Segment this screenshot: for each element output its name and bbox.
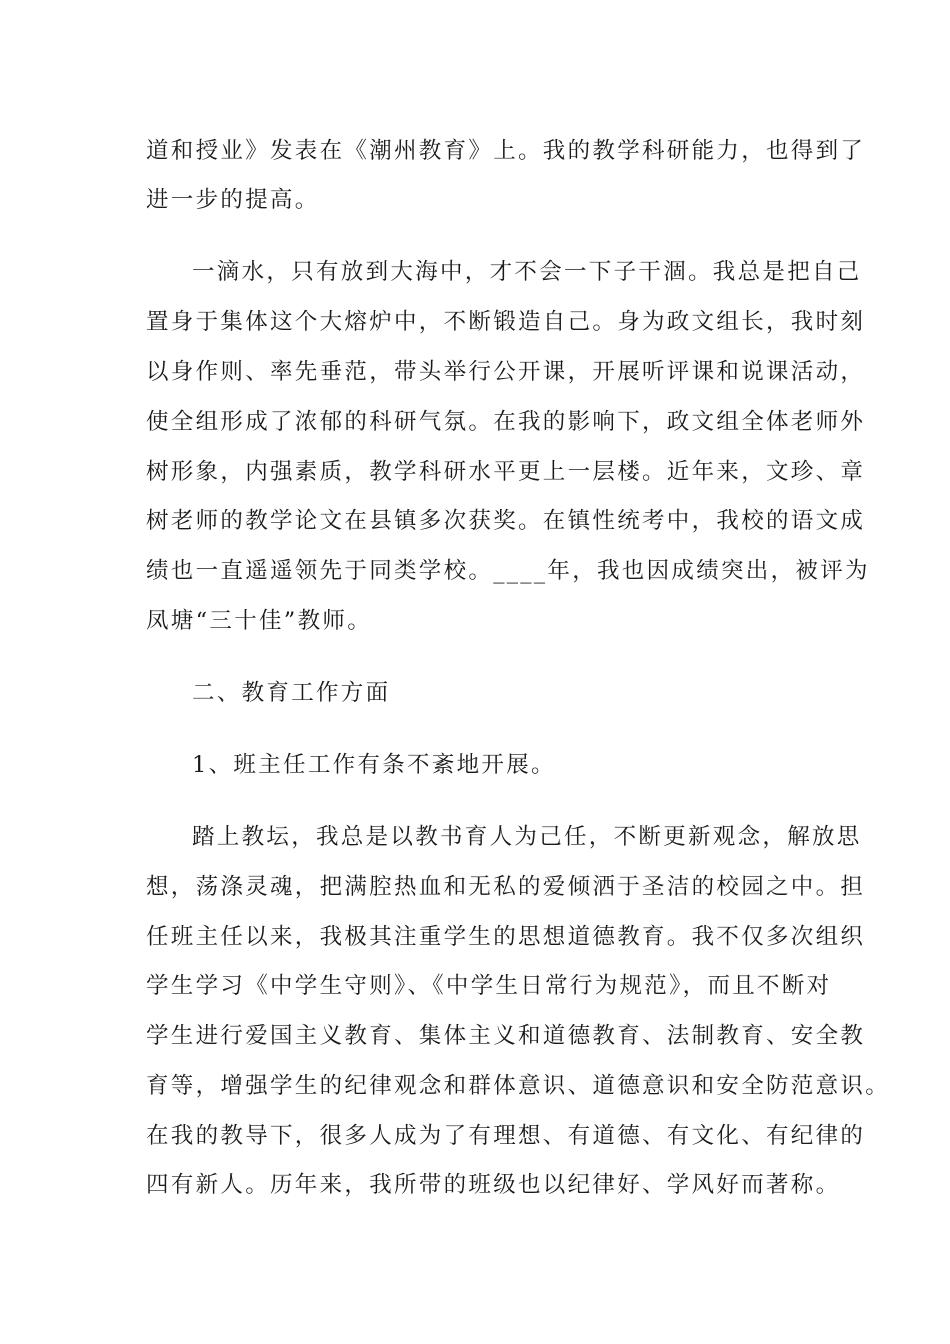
paragraph-first-line: 一滴水，只有放到大海中，才不会一下子干涸。我总是把自己: [192, 259, 862, 285]
text-line: 树形象，内强素质，教学科研水平更上一层楼。近年来，文珍、章: [146, 459, 866, 485]
text-line: 凤塘“三十佳”教师。: [146, 608, 373, 634]
text-line: 育等，增强学生的纪律观念和群体意识、道德意识和安全防范意识。: [146, 1073, 891, 1099]
text-line: 置身于集体这个大熔炉中，不断锻造自己。身为政文组长，我时刻: [146, 309, 866, 335]
text-line: 使全组形成了浓郁的科研气氛。在我的影响下，政文组全体老师外: [146, 409, 866, 435]
text-line: 以身作则、率先垂范，带头举行公开课，开展听评课和说课活动，: [146, 359, 866, 385]
text-line: 在我的教导下，很多人成为了有理想、有道德、有文化、有纪律的: [146, 1123, 866, 1149]
text-line: 任班主任以来，我极其注重学生的思想道德教育。我不仅多次组织: [146, 924, 866, 950]
text-line: 学生学习《中学生守则》、《中学生日常行为规范》，而且不断对: [146, 973, 832, 999]
text-line: 道和授业》发表在《潮州教育》上。我的教学科研能力，也得到了: [146, 138, 866, 164]
text-line: 学生进行爱国主义教育、集体主义和道德教育、法制教育、安全教: [146, 1023, 866, 1049]
paragraph-first-line: 踏上教坛，我总是以教书育人为己任，不断更新观念，解放思: [192, 824, 862, 850]
text-line: 四有新人。历年来，我所带的班级也以纪律好、学风好而著称。: [146, 1172, 841, 1198]
section-heading: 二、教育工作方面: [192, 680, 391, 706]
text-line: 进一步的提高。: [146, 187, 320, 213]
text-line: 想，荡涤灵魂，把满腔热血和无私的爱倾洒于圣洁的校园之中。担: [146, 874, 866, 900]
text-line: 绩也一直遥遥领先于同类学校。____年，我也因成绩突出，被评为: [146, 558, 870, 584]
text-line: 树老师的教学论文在县镇多次获奖。在镇性统考中，我校的语文成: [146, 508, 866, 534]
subsection-heading: 1、班主任工作有条不紊地开展。: [192, 752, 556, 778]
